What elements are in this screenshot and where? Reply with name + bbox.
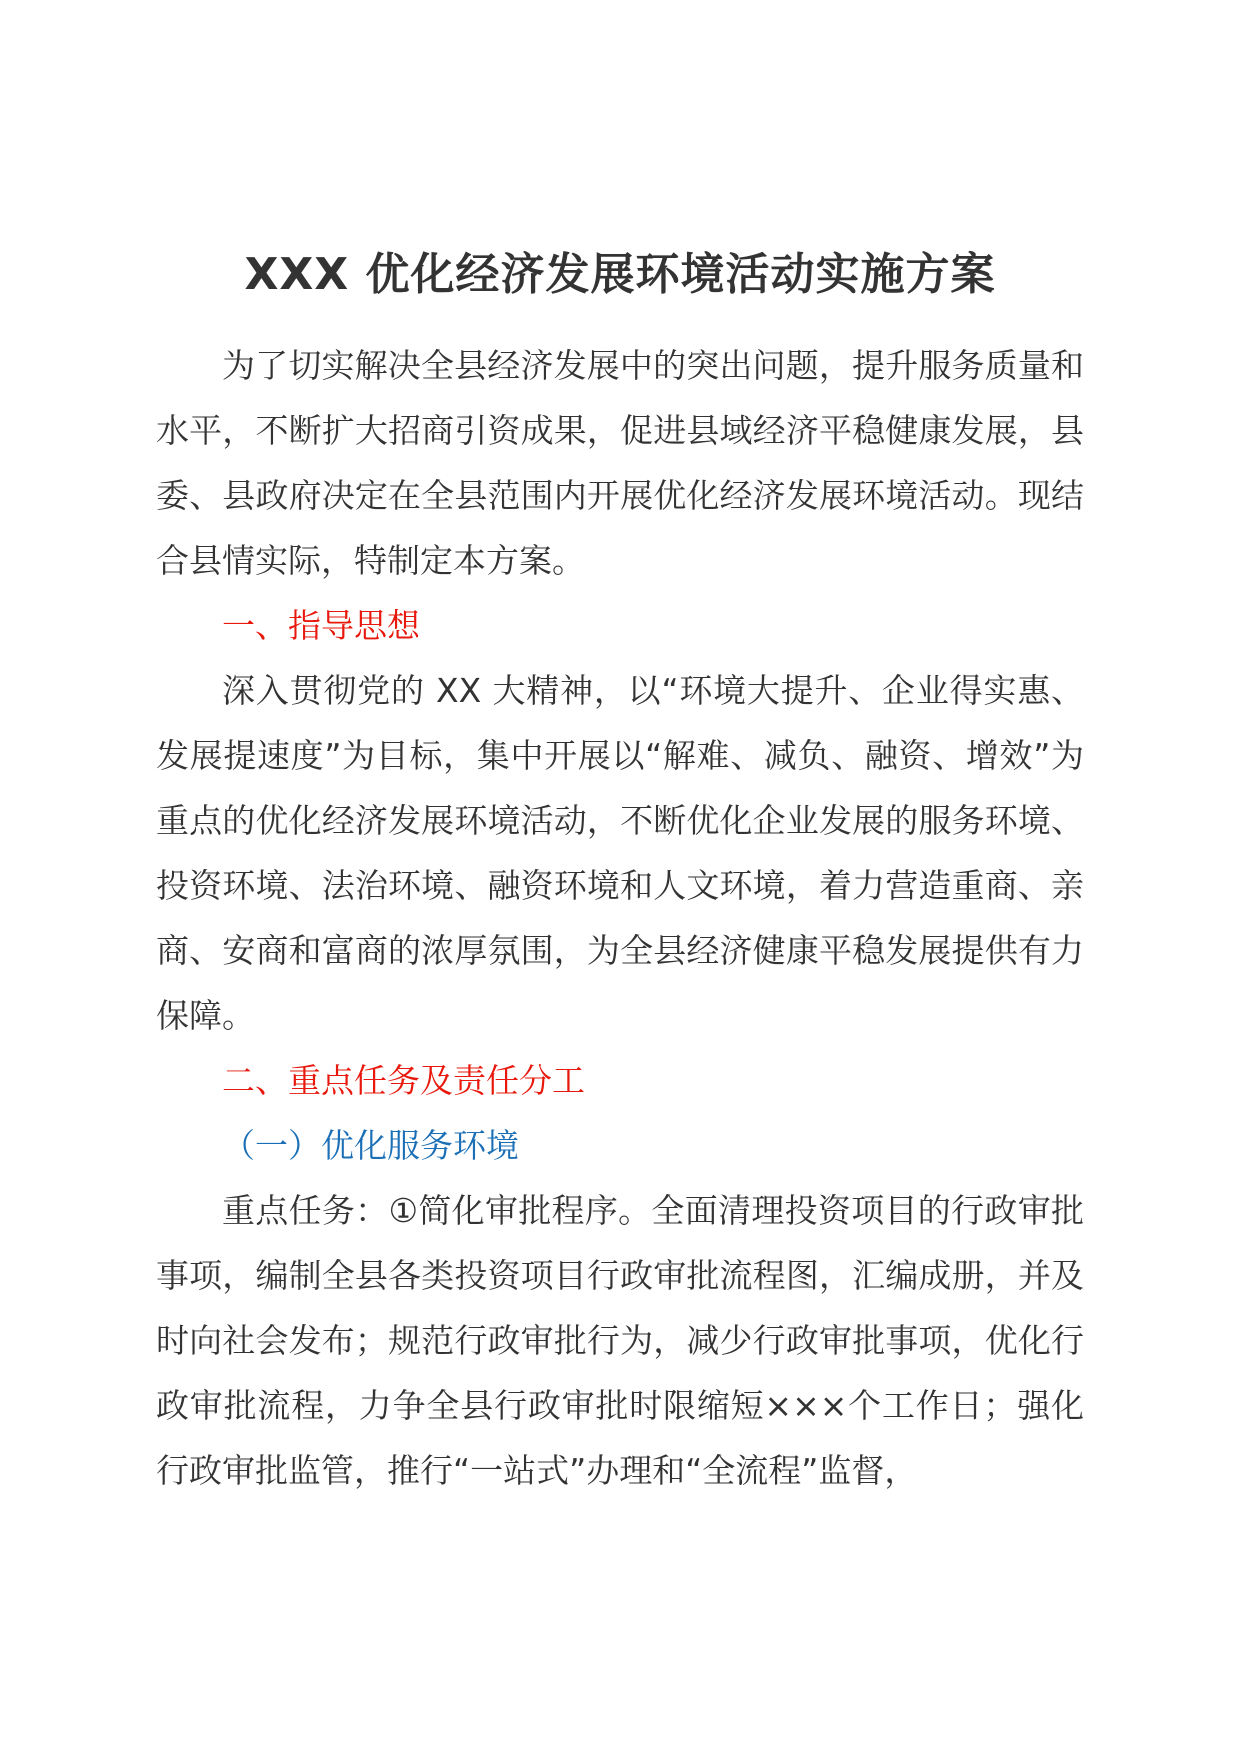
subsection-heading-service-environment: （一）优化服务环境 — [222, 1126, 519, 1165]
document-content — [156, 235, 1084, 1503]
section-heading-guiding-ideology: 一、指导思想 — [222, 606, 420, 645]
intro-paragraph: 为了切实解决全县经济发展中的突出问题，提升服务质量和水平，不断扩大招商引资成果，促进县域经济平稳健康发展，县委、县政府决定在全县范围内开展优化经济发展环境活动。现结合县情实际，特制定本方案。 — [156, 346, 1084, 580]
document-title: XXX 优化经济发展环境活动实施方案 — [244, 249, 996, 300]
guiding-ideology-paragraph: 深入贯彻党的 XX 大精神，以“环境大提升、企业得实惠、发展提速度”为目标，集中开展以“解难、减负、融资、增效”为重点的优化经济发展环境活动，不断优化企业发展的服务环境、投资环境、法治环境、融资环境和人文环境，着力营造重商、亲商、安商和富商的浓厚氛围，为全县经济健康平稳发展提供有力保障。 — [156, 671, 1084, 1035]
service-environment-paragraph: 重点任务：①简化审批程序。全面清理投资项目的行政审批事项，编制全县各类投资项目行政审批流程图，汇编成册，并及时向社会发布；规范行政审批行为，减少行政审批事项，优化行政审批流程，力争全县行政审批时限缩短×××个工作日；强化行政审批监管，推行“一站式”办理和“全流程”监督， — [156, 1191, 1084, 1490]
section-heading-key-tasks: 二、重点任务及责任分工 — [222, 1061, 585, 1100]
